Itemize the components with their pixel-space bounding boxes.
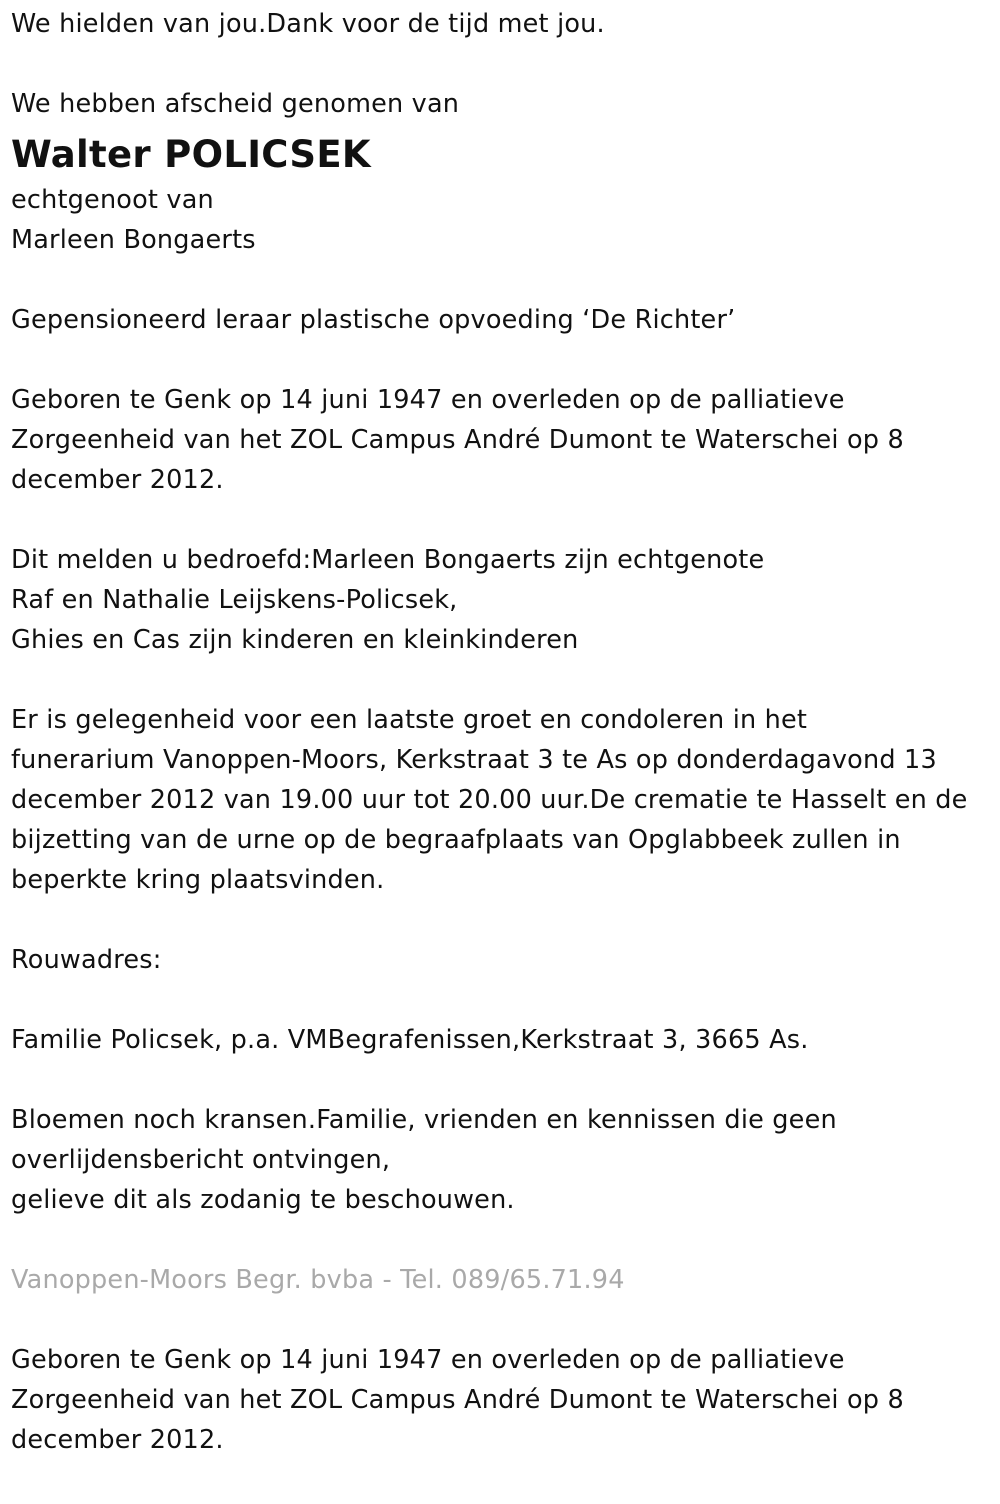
relation-line-1: echtgenoot van bbox=[11, 185, 214, 215]
ceremony-line-2: funerarium Vanoppen-Moors, Kerkstraat 3 te As op donderdagavond 13 bbox=[11, 745, 937, 775]
spacer bbox=[11, 44, 1000, 84]
birth-death-line-2: Zorgeenheid van het ZOL Campus André Dumont te Waterschei op 8 bbox=[11, 425, 904, 455]
spacer bbox=[11, 500, 1000, 540]
deceased-name: Walter POLICSEK bbox=[11, 133, 371, 176]
relation-line-2: Marleen Bongaerts bbox=[11, 225, 256, 255]
birth-death-repeat-line-1: Geboren te Genk op 14 juni 1947 en overleden op de palliatieve bbox=[11, 1345, 845, 1375]
spacer bbox=[11, 340, 1000, 380]
spacer bbox=[11, 660, 1000, 700]
ceremony-line-3: december 2012 van 19.00 uur tot 20.00 uur.De crematie te Hasselt en de bbox=[11, 785, 968, 815]
ceremony-line-1: Er is gelegenheid voor een laatste groet en condoleren in het bbox=[11, 705, 808, 735]
ceremony-line-5: beperkte kring plaatsvinden. bbox=[11, 865, 385, 895]
spacer bbox=[11, 1220, 1000, 1260]
announcers-line-1: Dit melden u bedroefd:Marleen Bongaerts zijn echtgenote bbox=[11, 545, 765, 575]
spacer bbox=[11, 260, 1000, 300]
flowers-line-1: Bloemen noch kransen.Familie, vrienden en kennissen die geen bbox=[11, 1105, 837, 1135]
intro-line-2: We hebben afscheid genomen van bbox=[11, 89, 460, 119]
spacer bbox=[11, 980, 1000, 1020]
intro-line-1: We hielden van jou.Dank voor de tijd met jou. bbox=[11, 9, 605, 39]
spacer bbox=[11, 1300, 1000, 1340]
mourning-address-label: Rouwadres: bbox=[11, 945, 162, 975]
spacer bbox=[11, 900, 1000, 940]
flowers-line-3: gelieve dit als zodanig te beschouwen. bbox=[11, 1185, 515, 1215]
announcers-line-3: Ghies en Cas zijn kinderen en kleinkinderen bbox=[11, 625, 579, 655]
ceremony-line-4: bijzetting van de urne op de begraafplaats van Opglabbeek zullen in bbox=[11, 825, 901, 855]
birth-death-line-3: december 2012. bbox=[11, 465, 224, 495]
spacer bbox=[11, 1060, 1000, 1100]
birth-death-repeat-line-3: december 2012. bbox=[11, 1425, 224, 1455]
undertaker-info: Vanoppen-Moors Begr. bvba - Tel. 089/65.71.94 bbox=[11, 1265, 625, 1295]
occupation-line: Gepensioneerd leraar plastische opvoeding ‘De Richter’ bbox=[11, 305, 736, 335]
birth-death-repeat-line-2: Zorgeenheid van het ZOL Campus André Dumont te Waterschei op 8 bbox=[11, 1385, 904, 1415]
announcers-line-2: Raf en Nathalie Leijskens-Policsek, bbox=[11, 585, 458, 615]
flowers-line-2: overlijdensbericht ontvingen, bbox=[11, 1145, 391, 1175]
birth-death-line-1: Geboren te Genk op 14 juni 1947 en overleden op de palliatieve bbox=[11, 385, 845, 415]
mourning-address: Familie Policsek, p.a. VMBegrafenissen,Kerkstraat 3, 3665 As. bbox=[11, 1025, 809, 1055]
